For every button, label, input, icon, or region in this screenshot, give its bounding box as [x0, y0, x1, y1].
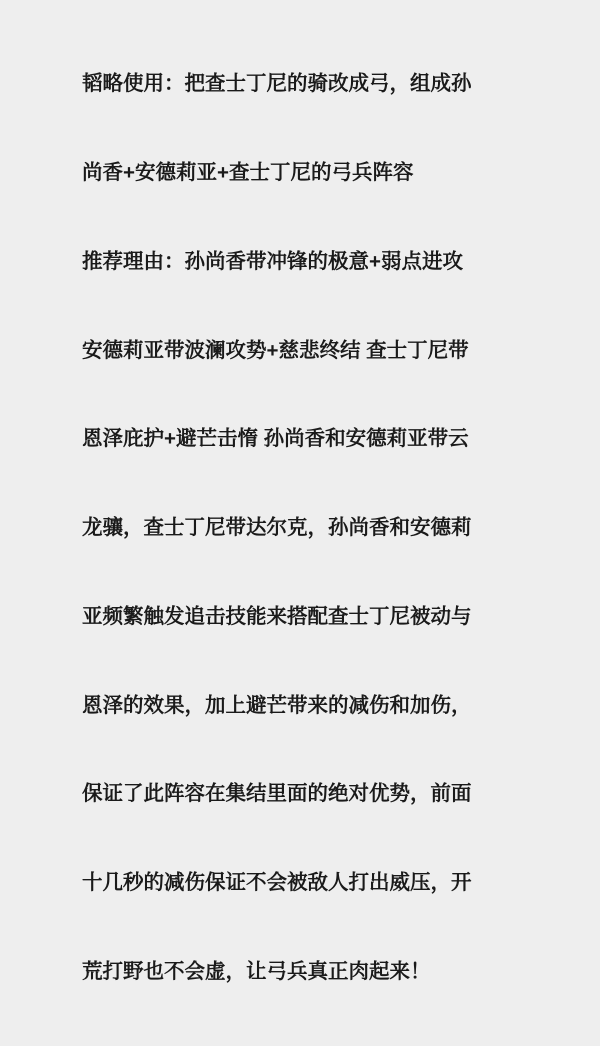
- text-line-2: 尚香+安德莉亚+查士丁尼的弓兵阵容: [82, 160, 414, 184]
- text-line-9: 保证了此阵容在集结里面的绝对优势，前面: [82, 782, 472, 806]
- text-line-4: 安德莉亚带波澜攻势+慈悲终结 查士丁尼带: [82, 338, 469, 362]
- text-line-1: 韬略使用：把查士丁尼的骑改成弓，组成孙: [82, 72, 472, 96]
- text-line-5: 恩泽庇护+避芒击惰 孙尚香和安德莉亚带云: [82, 427, 469, 451]
- strategy-text-block: [82, 10, 562, 1046]
- text-line-7: 亚频繁触发追击技能来搭配查士丁尼被动与: [82, 604, 472, 628]
- text-line-3: 推荐理由：孙尚香带冲锋的极意+弱点进攻: [82, 249, 463, 273]
- text-line-10: 十几秒的减伤保证不会被敌人打出威压，开: [82, 871, 472, 895]
- text-line-11: 荒打野也不会虚，让弓兵真正肉起来！: [82, 960, 431, 983]
- text-line-6: 龙骧，查士丁尼带达尔克，孙尚香和安德莉: [82, 516, 472, 540]
- text-line-8: 恩泽的效果，加上避芒带来的减伤和加伤，: [82, 693, 472, 717]
